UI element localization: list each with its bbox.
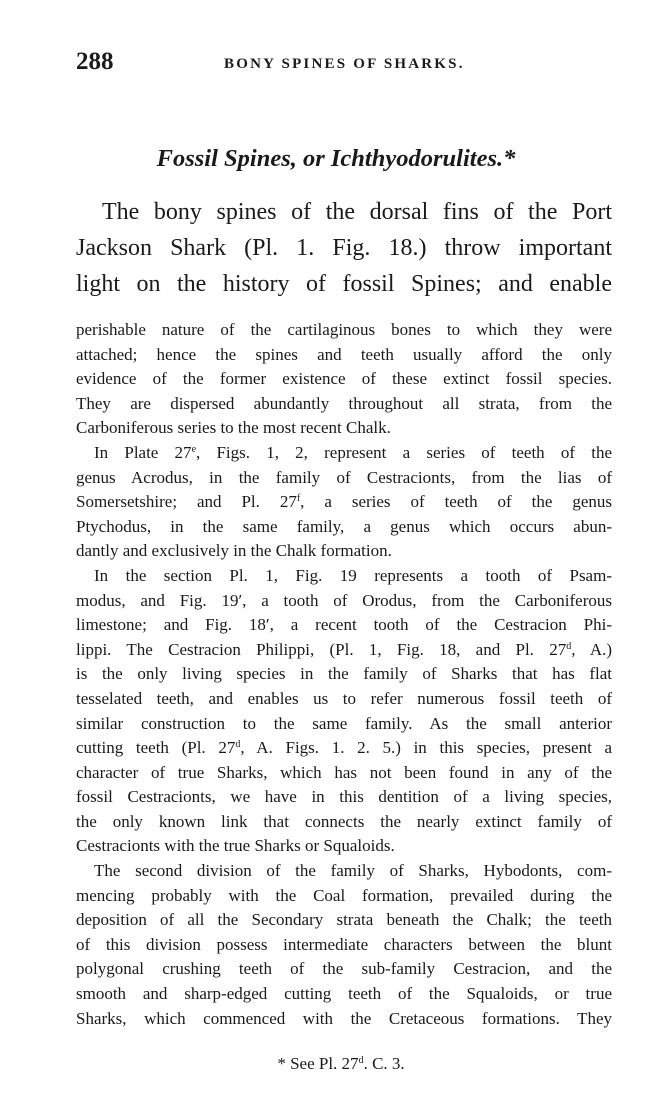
text-line: Sharks, which commenced with the Cretaceous formations. They <box>76 1008 612 1028</box>
running-head: BONY SPINES OF SHARKS. <box>224 56 465 72</box>
text-line: lippi. The Cestracion Philippi, (Pl. 1, Fig. 18, and Pl. 27$^d$, A.) <box>76 639 613 659</box>
text-line: Somersetshire; and Pl. 27$^f$, a series of teeth of the genus <box>76 492 613 512</box>
text-line: evidence of the former existence of these extinct fossil species. <box>76 369 612 389</box>
text-line: mencing probably with the Coal formation, prevailed during the <box>76 885 612 905</box>
intro-line: Jackson Shark (Pl. 1. Fig. 18.) throw important <box>76 235 612 261</box>
text-line: smooth and sharp-edged cutting teeth of the Squaloids, or true <box>76 984 612 1004</box>
text-line: Cestracionts with the true Sharks or Squaloids. <box>76 836 395 856</box>
text-line: modus, and Fig. 19′, a tooth of Orodus, from the Carboniferous <box>76 590 612 610</box>
intro-line: The bony spines of the dorsal fins of the Port <box>102 199 612 225</box>
text-line: Ptychodus, in the same family, a genus which occurs abun- <box>76 516 612 536</box>
text-line: is the only living species in the family of Sharks that has flat <box>76 664 612 684</box>
text-line: In the section Pl. 1, Fig. 19 represents a tooth of Psam- <box>94 565 612 585</box>
text-line: attached; hence the spines and teeth usually afford the only <box>76 344 612 364</box>
intro-paragraph <box>76 194 612 302</box>
text-line: character of true Sharks, which has not been found in any of the <box>76 762 612 782</box>
text-line: polygonal crushing teeth of the sub-family Cestracion, and the <box>76 959 612 979</box>
text-line: tesselated teeth, and enables us to refer numerous fossil teeth of <box>76 688 612 708</box>
text-line: Carboniferous series to the most recent Chalk. <box>76 418 391 438</box>
text-line: In Plate 27e, Figs. 1, 2, represent a series of teeth of the <box>94 442 612 462</box>
text-line: fossil Cestracionts, we have in this dentition of a living species, <box>76 787 612 807</box>
paragraph <box>76 564 612 859</box>
text-line: perishable nature of the cartilaginous bones to which they were <box>76 320 612 339</box>
paragraph <box>76 859 612 1031</box>
text-line: dantly and exclusively in the Chalk formation. <box>76 541 392 561</box>
text-line: They are dispersed abundantly throughout all strata, from the <box>76 393 612 413</box>
text-line: deposition of all the Secondary strata beneath the Chalk; the teeth <box>76 910 612 930</box>
body-text <box>76 318 612 1031</box>
intro-line: light on the history of fossil Spines; and enable <box>76 271 612 297</box>
paragraph <box>76 318 612 441</box>
paragraph <box>76 441 612 564</box>
text-line: limestone; and Fig. 18′, a recent tooth of the Cestracion Phi- <box>76 615 612 635</box>
page-header <box>76 48 612 78</box>
section-title: Fossil Spines, or Ichthyodorulites.* <box>156 145 516 172</box>
text-line: cutting teeth (Pl. 27$^d$, A. Figs. 1. 2. 5.) in this species, present a <box>76 738 612 758</box>
text-line: The second division of the family of Sharks, Hybodonts, com- <box>94 861 612 881</box>
footnote: * See Pl. 27$^d$. C. 3. <box>277 1054 405 1073</box>
page-number: 288 <box>76 48 114 75</box>
text-line: of this division possess intermediate characters between the blunt <box>76 934 612 954</box>
text-line: similar construction to the same family. As the small anterior <box>76 713 612 733</box>
text-line: the only known link that connects the nearly extinct family of <box>76 811 612 831</box>
text-line: genus Acrodus, in the family of Cestracionts, from the lias of <box>76 467 612 487</box>
